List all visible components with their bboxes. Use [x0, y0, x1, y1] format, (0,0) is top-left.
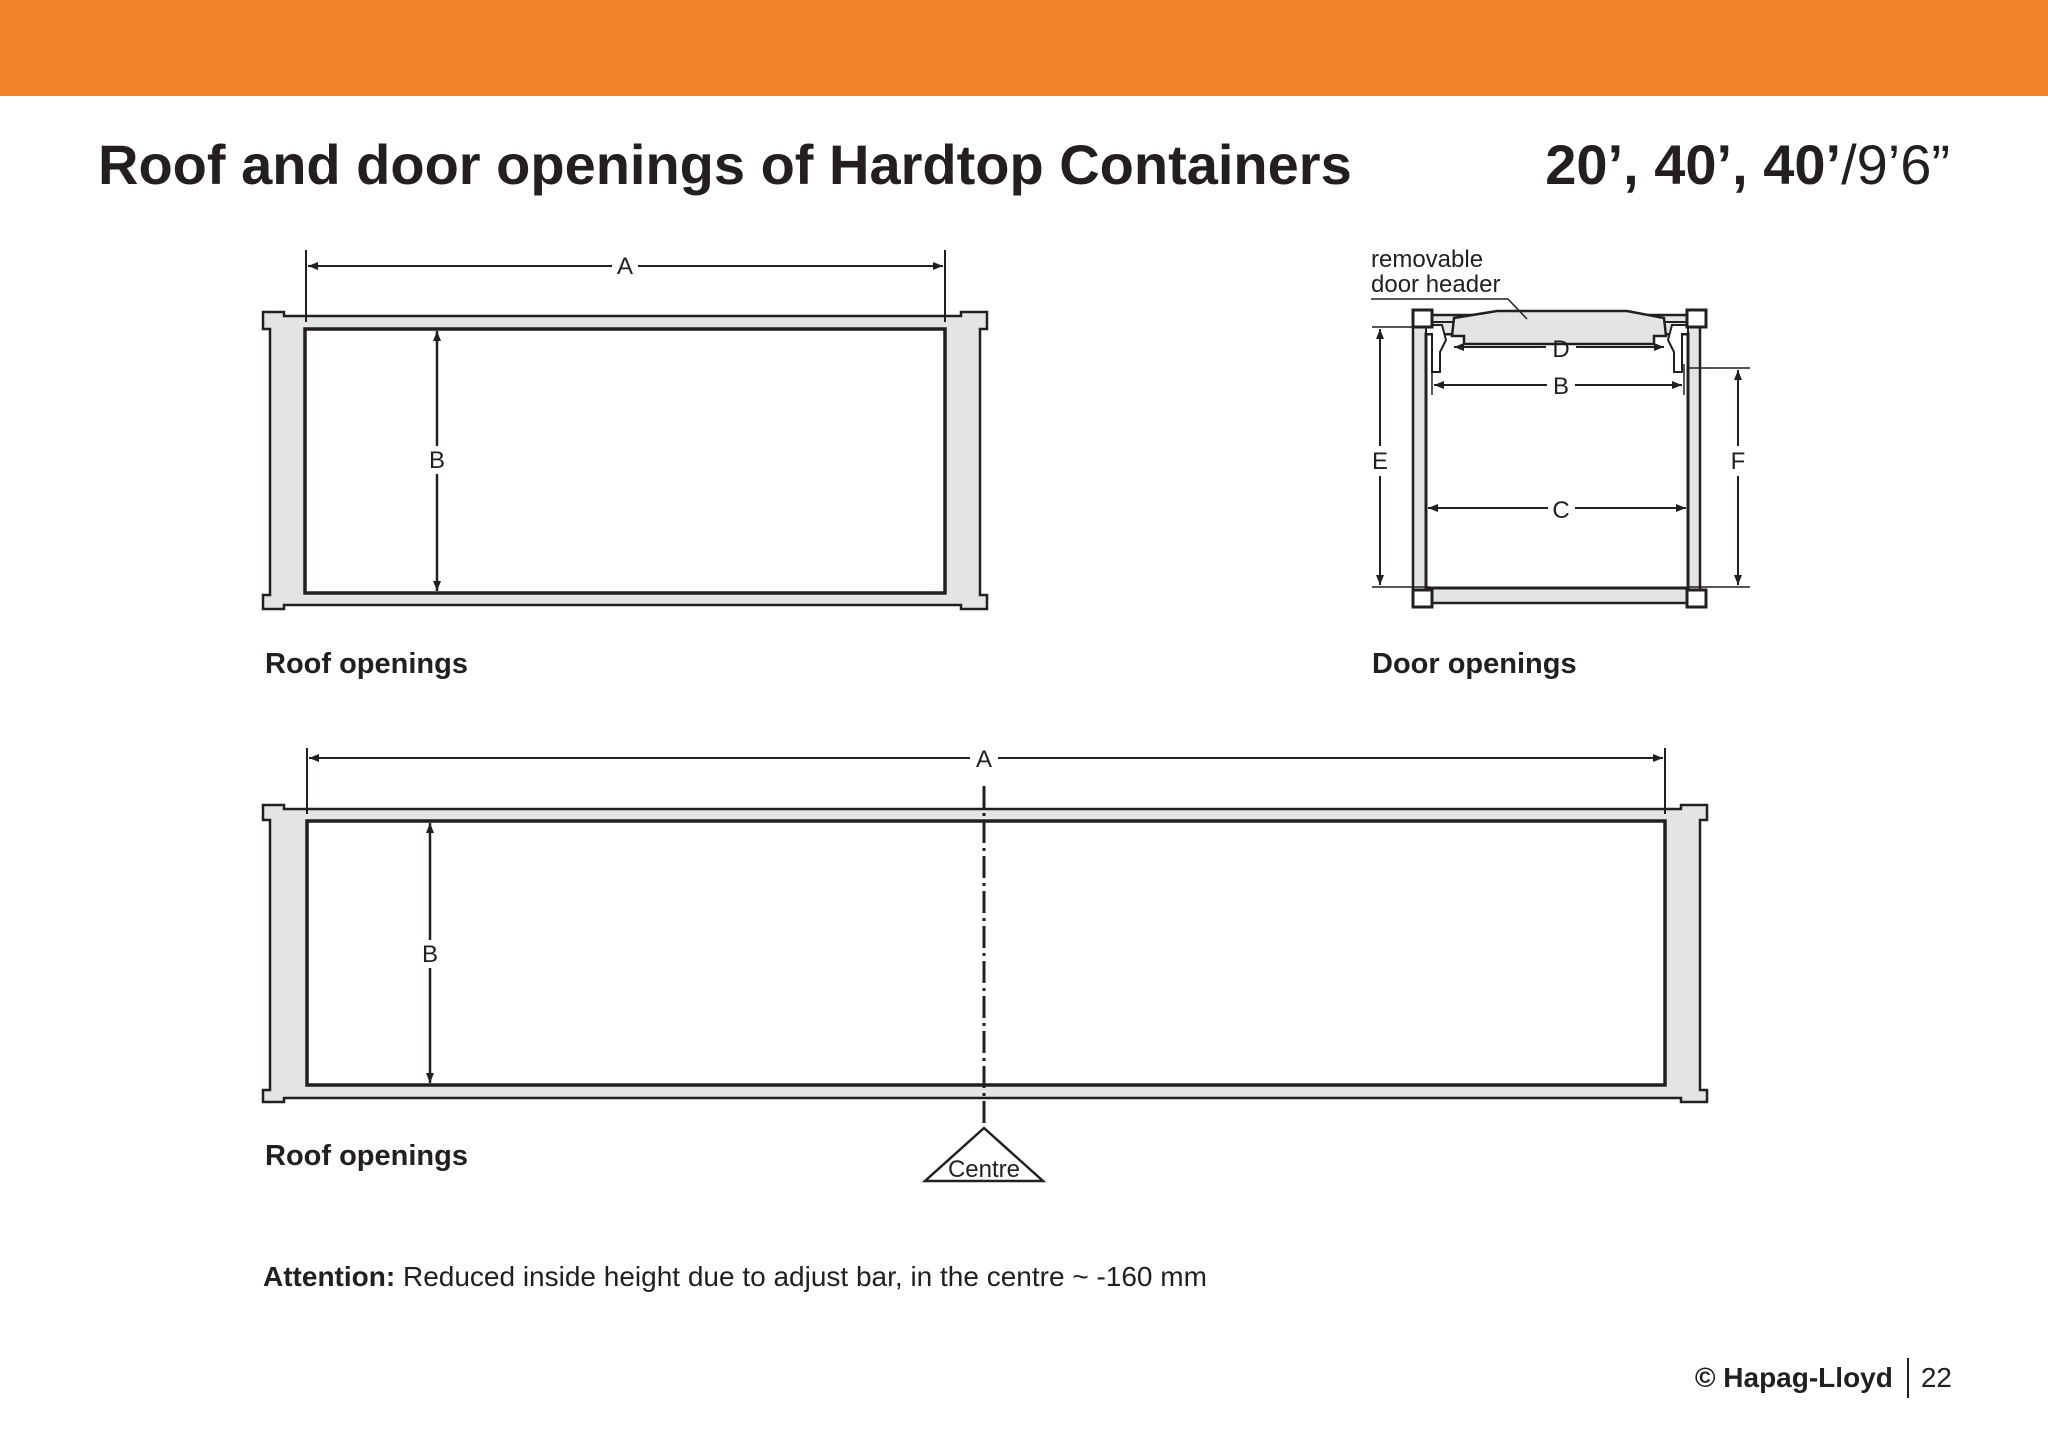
roof-40-drawing: [263, 746, 1707, 1183]
roof-20-label-b: B: [428, 447, 446, 474]
roof-40-label-b: B: [421, 941, 439, 968]
container-sizes-light: /9’6”: [1841, 133, 1950, 196]
door-label-d: D: [1552, 336, 1570, 363]
corner-casting-top-right: [1687, 310, 1706, 327]
roof-20-opening: [305, 329, 945, 593]
footer: [1695, 1358, 1952, 1398]
door-label-f: F: [1730, 448, 1746, 475]
door-drawing: [1371, 246, 1750, 607]
door-label-c: C: [1552, 497, 1570, 524]
roof-20-label-a: A: [616, 253, 634, 280]
door-header-note-line2: door header: [1371, 271, 1501, 298]
attention-label: Attention:: [263, 1261, 396, 1292]
page-title: Roof and door openings of Hardtop Containers: [98, 133, 1352, 196]
roof-20-drawing: [263, 250, 987, 609]
door-caption: Door openings: [1372, 648, 1577, 680]
roof-40-opening: [307, 821, 1665, 1085]
container-sizes-bold: 20’, 40’, 40’: [1545, 133, 1842, 196]
corner-casting-bottom-right: [1687, 590, 1706, 607]
roof-40-label-a: A: [975, 746, 993, 773]
attention-text: Reduced inside height due to adjust bar, in the centre ~ -160 mm: [395, 1261, 1207, 1292]
roof-40-caption: Roof openings: [265, 1140, 468, 1172]
attention-note: [263, 1261, 1207, 1293]
door-header-note-line1: removable: [1371, 246, 1484, 273]
door-label-e: E: [1371, 448, 1389, 475]
footer-brand: © Hapag-Lloyd: [1694, 1362, 1893, 1393]
page-number: 22: [1920, 1362, 1952, 1393]
corner-casting-top-left: [1413, 310, 1432, 327]
centre-marker-label: Centre: [947, 1156, 1021, 1183]
door-label-b: B: [1552, 373, 1570, 400]
corner-casting-bottom-left: [1413, 590, 1432, 607]
roof-20-caption: Roof openings: [265, 648, 468, 680]
